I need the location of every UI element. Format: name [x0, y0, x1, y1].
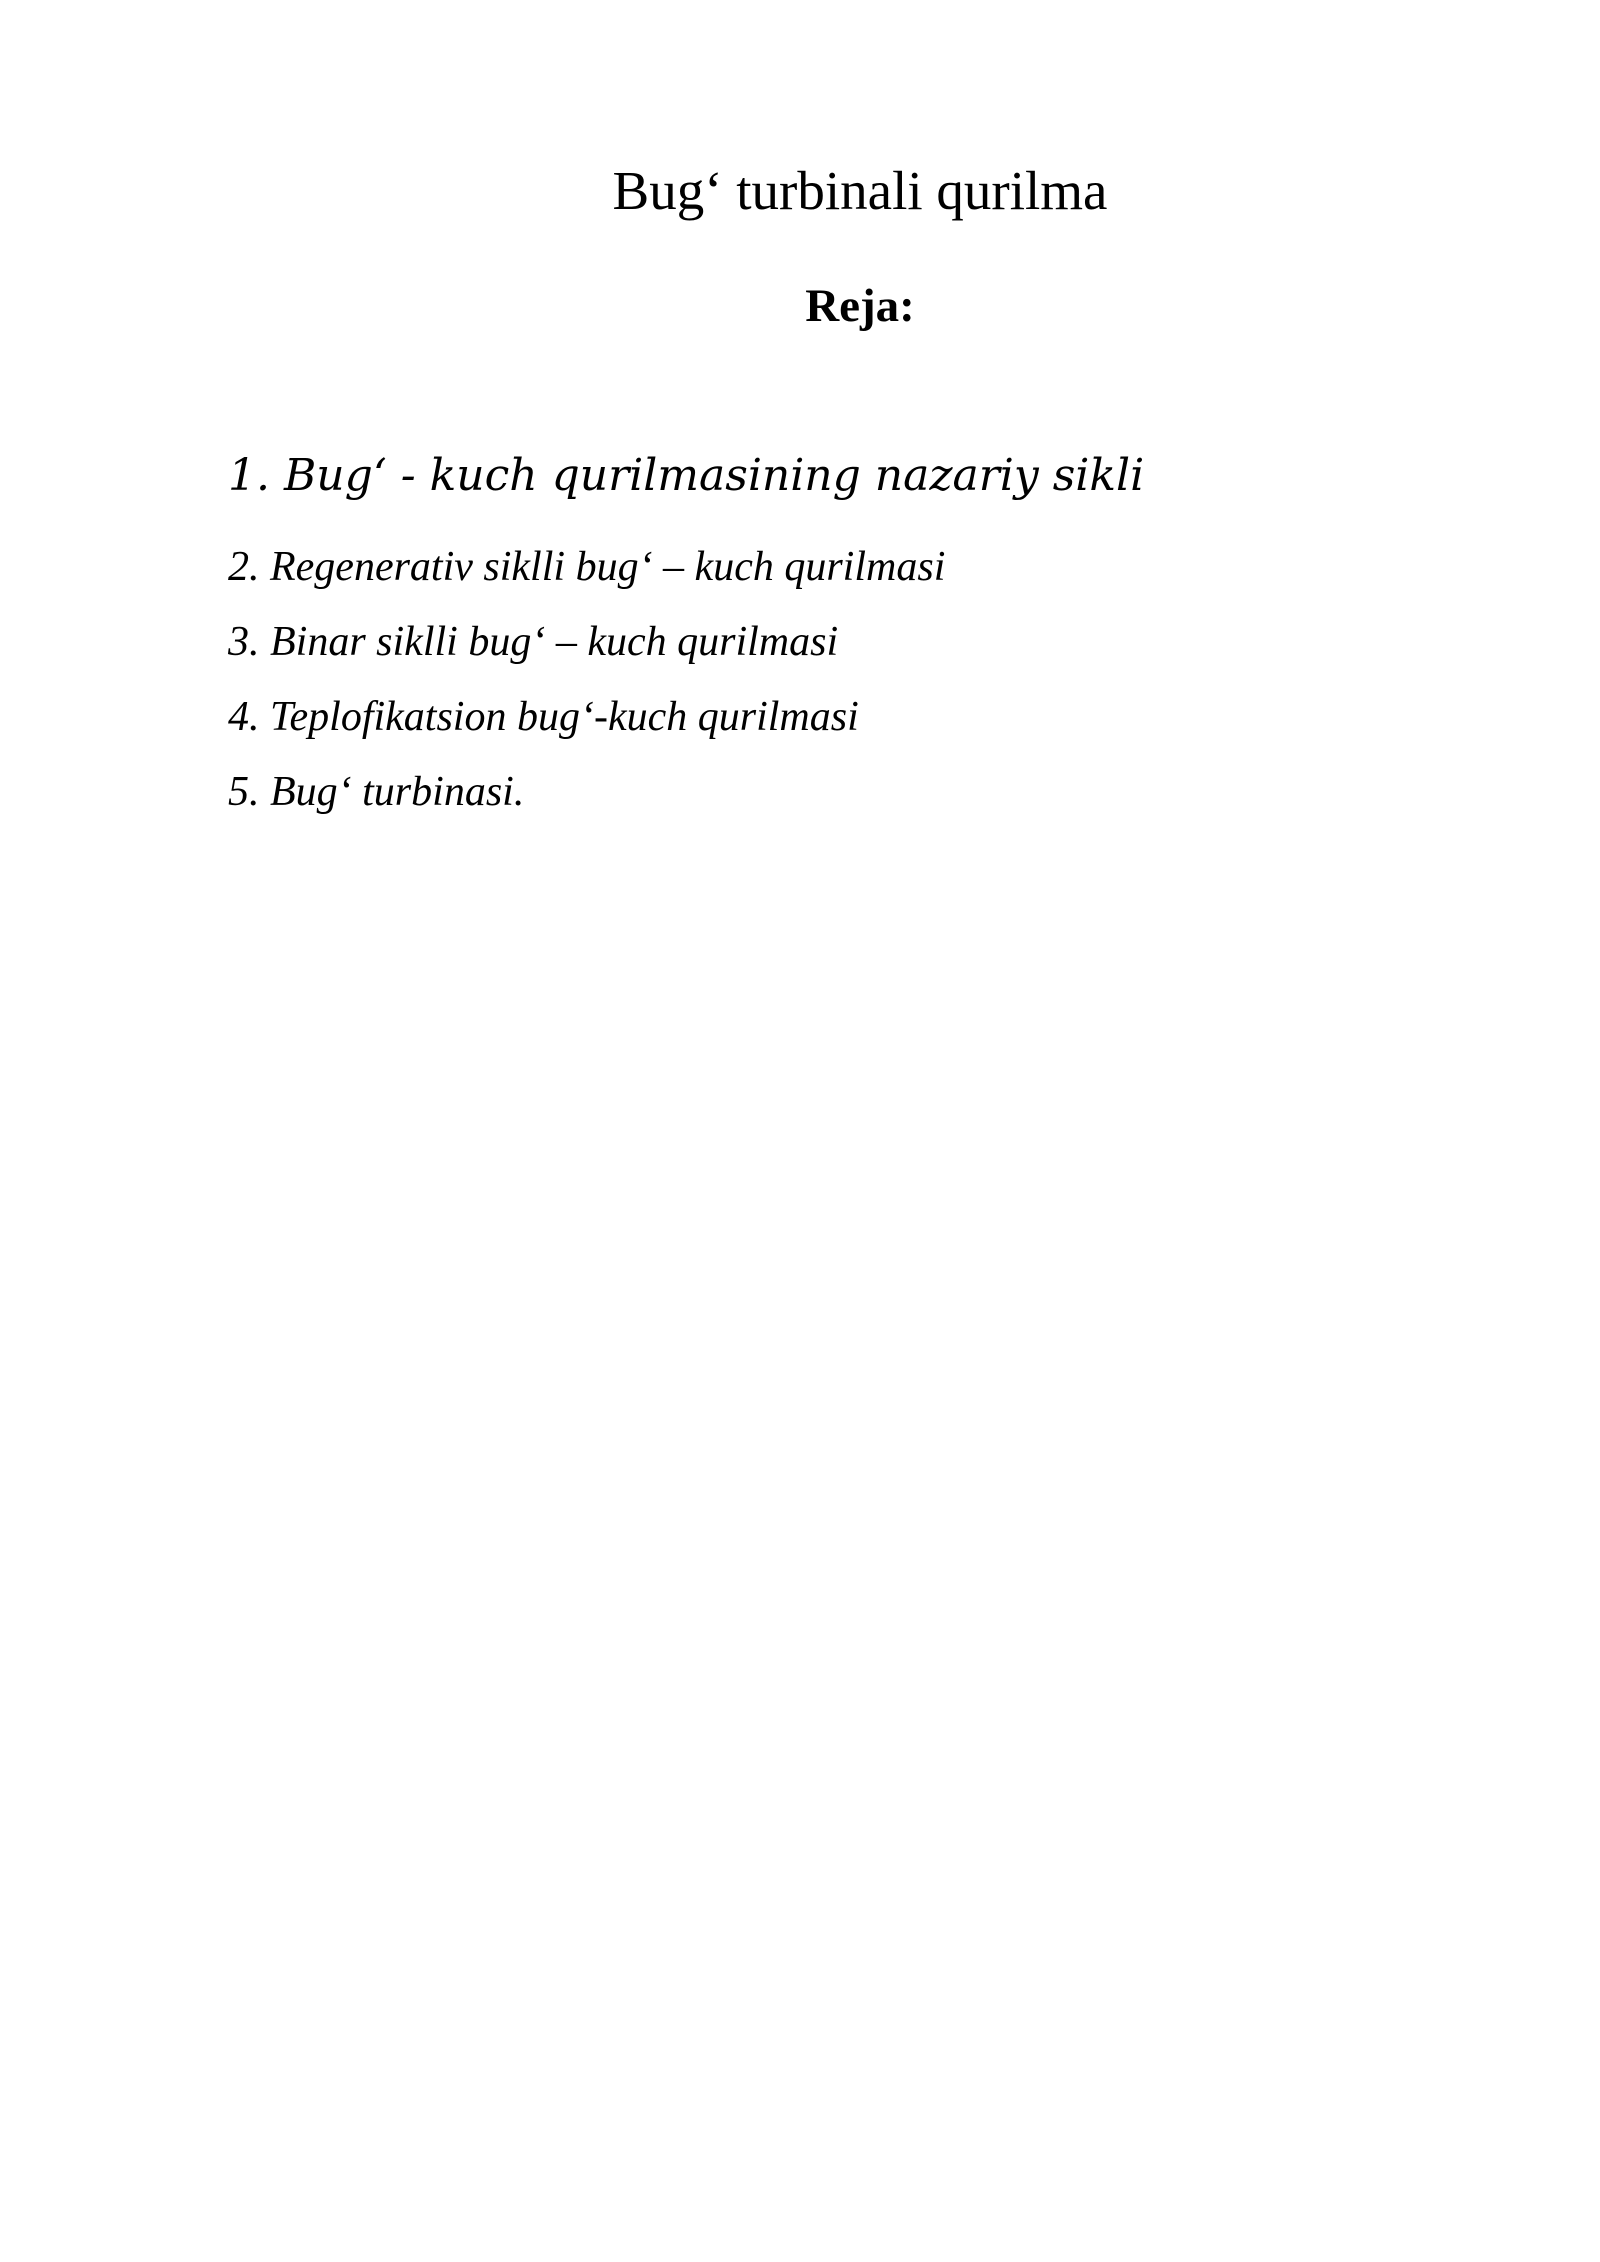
plan-heading: Reja: — [805, 280, 915, 332]
plan-item-5: 5. Bug‘ turbinasi. — [228, 769, 525, 815]
plan-item-1: 1. Bug‘ - kuch qurilmasining nazariy sikli — [228, 450, 1145, 501]
plan-item-4: 4. Teplofikatsion bug‘-kuch qurilmasi — [228, 694, 859, 740]
document-title: Bug‘ turbinali qurilma — [612, 160, 1108, 221]
plan-item-3: 3. Binar siklli bug‘ – kuch qurilmasi — [228, 619, 839, 665]
plan-item-2: 2. Regenerativ siklli bug‘ – kuch qurilmasi — [228, 544, 946, 590]
